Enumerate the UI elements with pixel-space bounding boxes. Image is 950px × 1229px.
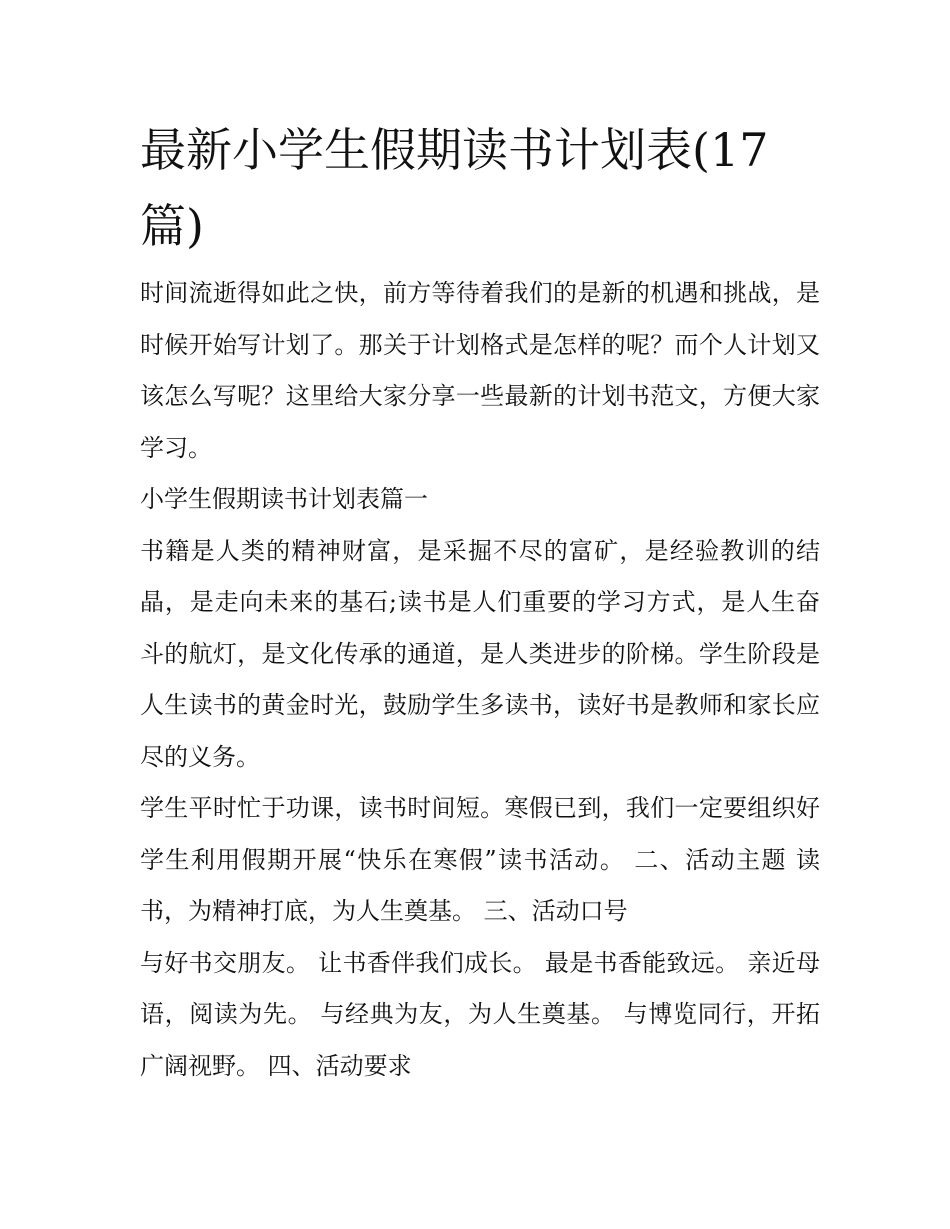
document-page <box>140 112 820 1092</box>
section-heading: 小学生假期读书计划表篇一 <box>140 485 428 513</box>
body-paragraph-1: 书籍是人类的精神财富，是采掘不尽的富矿，是经验教训的结晶，是走向未来的基石;读书是人们重要的学习方式，是人生奋斗的航灯，是文化传承的通道，是人类进步的阶梯。学生阶段是人生读书的黄金时光，鼓励学生多读书，读好书是教师和家长应尽的义务。 <box>140 536 820 771</box>
body-paragraph-3: 与好书交朋友。 让书香伴我们成长。 最是书香能致远。 亲近母语，阅读为先。 与经典为友，为人生奠基。 与博览同行，开拓广阔视野。 四、活动要求 <box>140 948 820 1080</box>
body-paragraph-2: 学生平时忙于功课，读书时间短。寒假已到，我们一定要组织好学生利用假期开展“快乐在寒假”读书活动。 二、活动主题 读书，为精神打底，为人生奠基。 三、活动口号 <box>140 794 820 925</box>
document-title: 最新小学生假期读书计划表(17篇) <box>140 123 769 253</box>
intro-paragraph: 时间流逝得如此之快，前方等待着我们的是新的机遇和挑战，是时候开始写计划了。那关于计划格式是怎样的呢？而个人计划又该怎么写呢？这里给大家分享一些最新的计划书范文，方便大家学习。 <box>140 279 820 462</box>
